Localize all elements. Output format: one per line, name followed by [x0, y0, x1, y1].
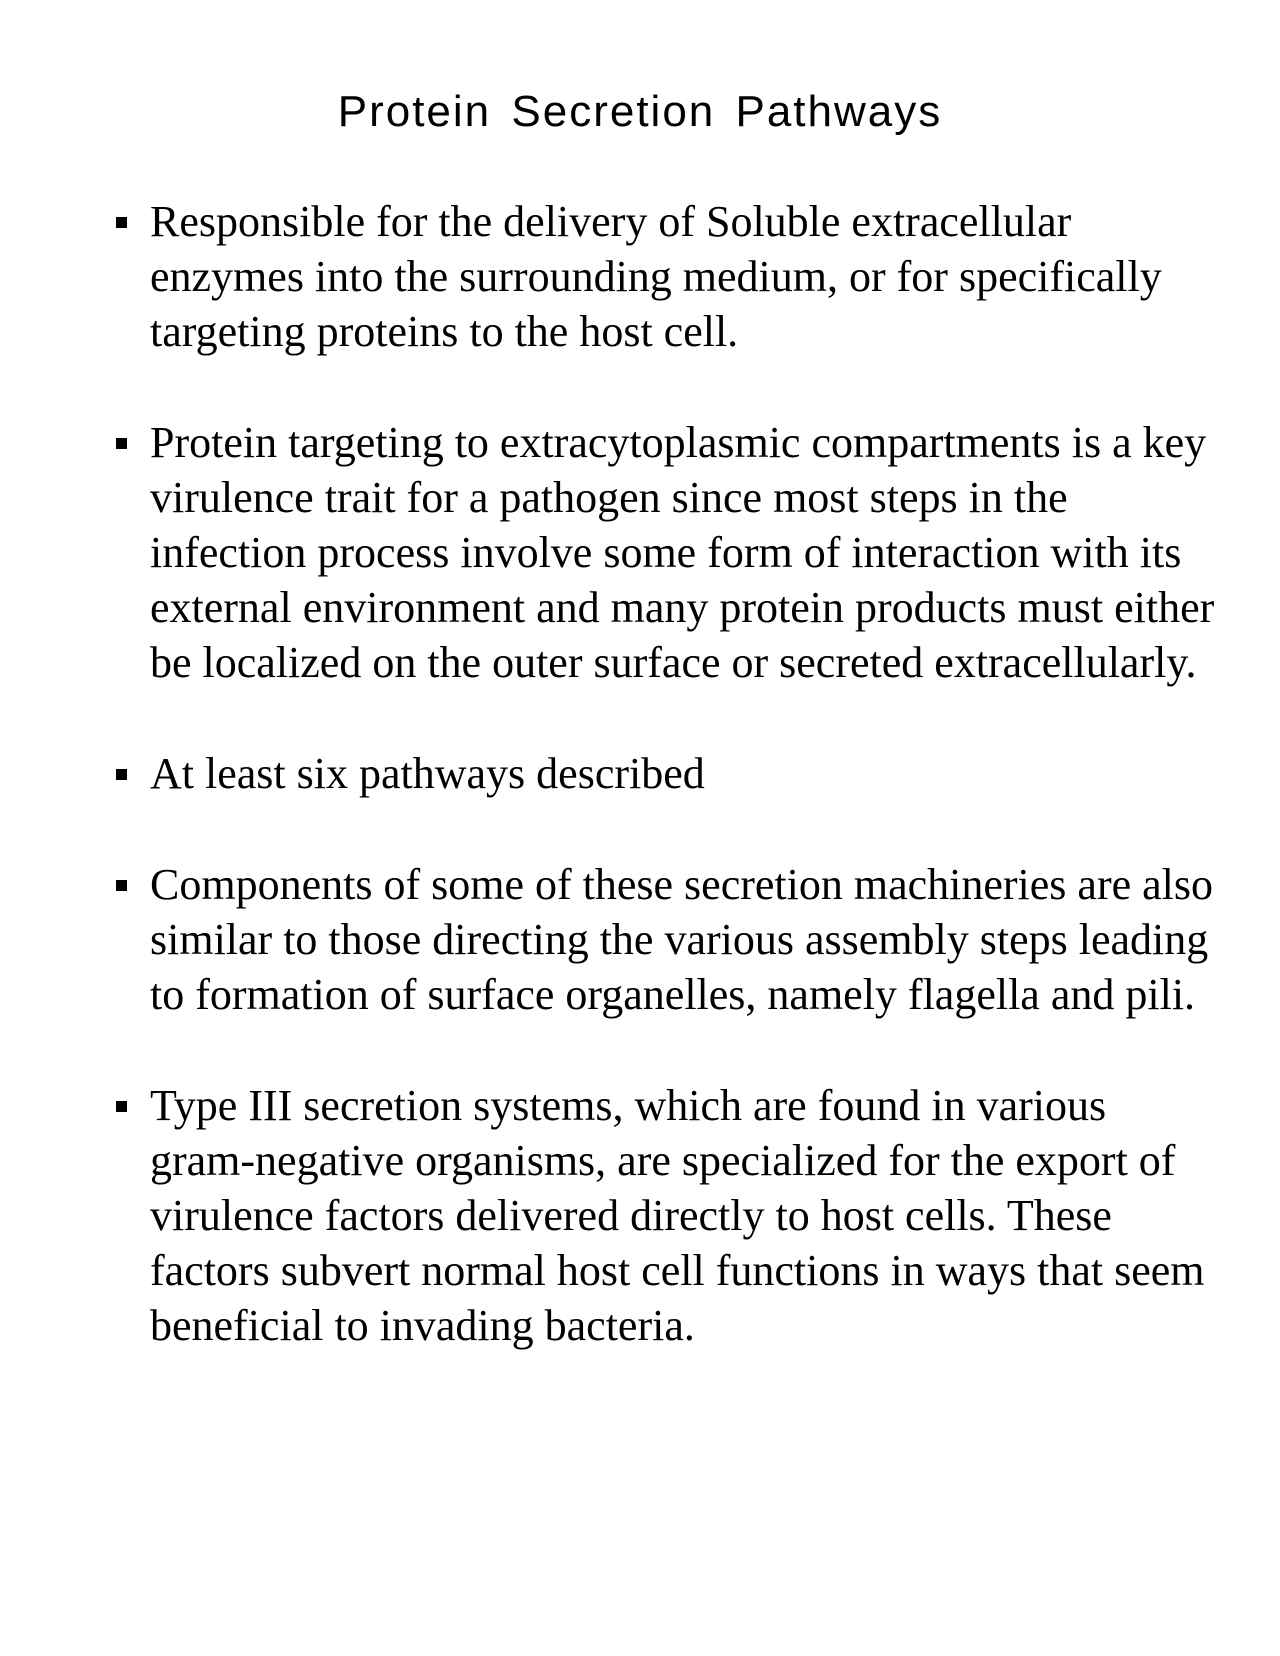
list-item-text: Components of some of these secretion machineries are also similar to those directing the various assembly steps leading to formation of surface organelles, namely flagella and pili. [150, 860, 1214, 1019]
list-item-text: Responsible for the delivery of Soluble extracellular enzymes into the surrounding medium, or for specifically targeting proteins to the host cell. [150, 197, 1162, 356]
list-item [116, 857, 1216, 1022]
list-item-text: Protein targeting to extracytoplasmic compartments is a key virulence trait for a pathogen since most steps in the infection process involve some form of interaction with its external environment and many protein products must either be localized on the outer surface or secreted extracellularly. [150, 418, 1215, 687]
page-title: Protein Secretion Pathways [337, 87, 943, 136]
list-item-text: At least six pathways described [150, 749, 705, 798]
list-item [116, 1078, 1216, 1353]
list-item [116, 194, 1216, 359]
square-bullet-icon [116, 769, 127, 780]
list-item-text: Type III secretion systems, which are found in various gram-negative organisms, are specialized for the export of virulence factors delivered directly to host cells. These factors subvert normal host cell functions in ways that seem beneficial to invading bacteria. [150, 1081, 1205, 1350]
square-bullet-icon [116, 1101, 127, 1112]
list-item [116, 415, 1216, 690]
square-bullet-icon [116, 217, 127, 228]
list-item [116, 746, 1216, 801]
square-bullet-icon [116, 438, 127, 449]
square-bullet-icon [116, 880, 127, 891]
bullet-list [116, 194, 1216, 1409]
